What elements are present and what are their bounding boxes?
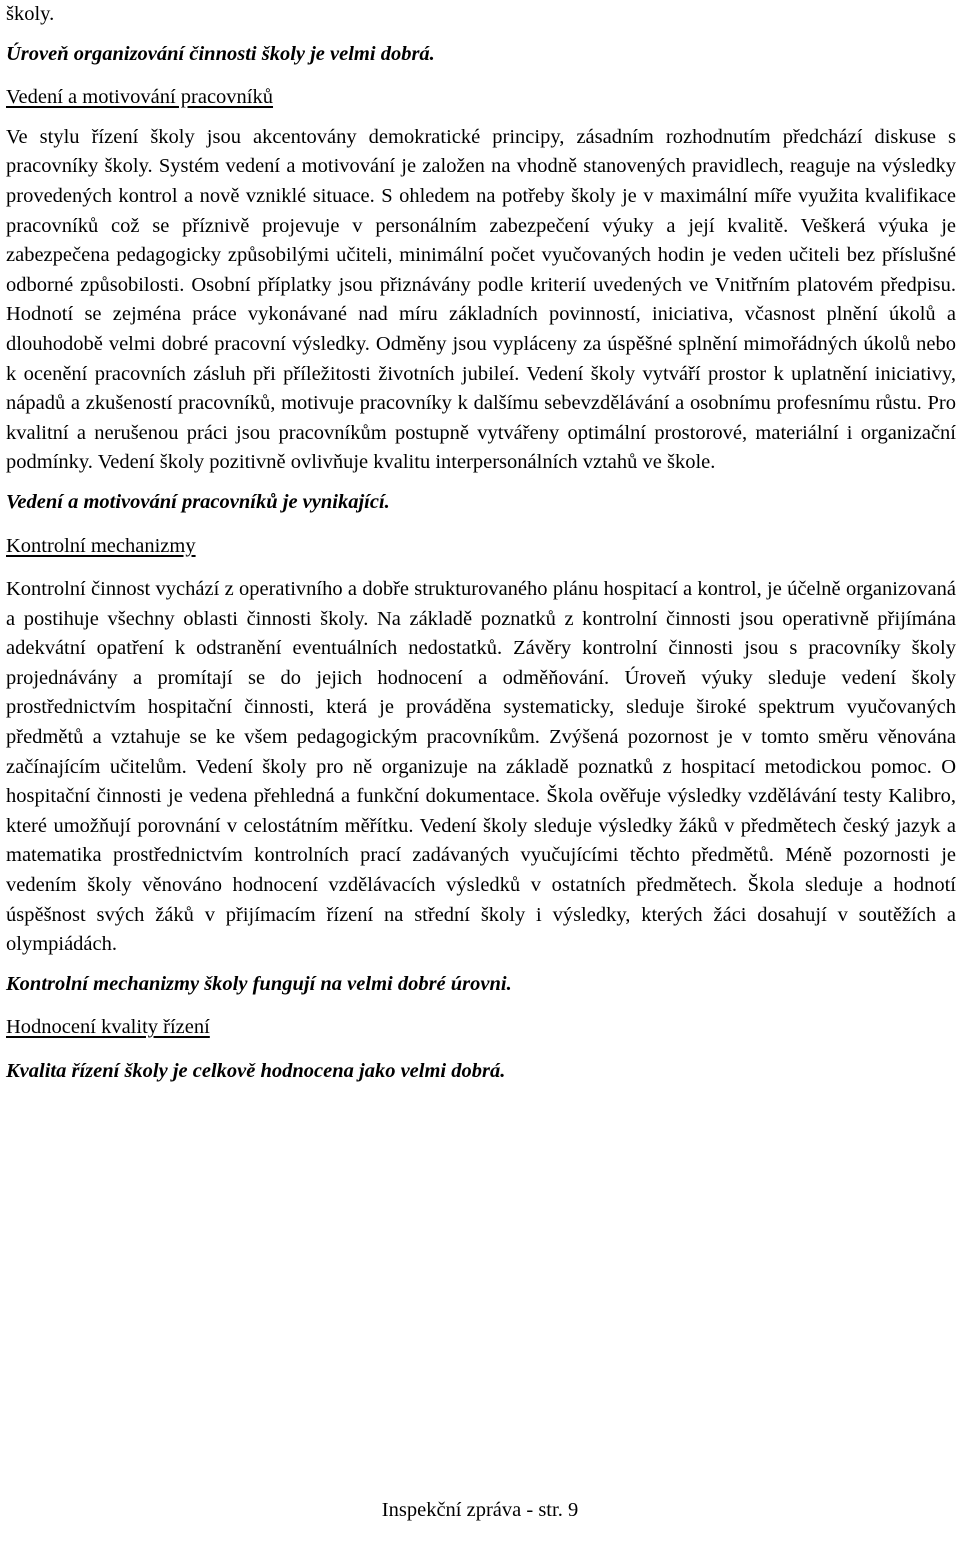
leadership-heading: Vedení a motivování pracovníků [6, 86, 274, 109]
spacer [6, 999, 956, 1013]
leadership-verdict: Vedení a motivování pracovníků je vynikající. [6, 490, 390, 513]
page-footer: Inspekční zpráva - str. 9 [381, 1499, 579, 1521]
leadership-body: Ve stylu řízení školy jsou akcentovány demokratické principy, zásadním rozhodnutím předchází diskuse s pracovníky školy. Systém vedení a motivování je založen na vhodně stanovených pravidlech, reaguje na výsledky provedených kontrol a nově vzniklé situace. S ohledem na potřeby školy je v maximální míře využita kvalifikace pracovníků což se příznivě projevuje v personálním zabezpečení výuky a její kvalitě. Veškerá výuka je zabezpečena pedagogicky způsobilými učiteli, minimální počet vyučovaných hodin je veden učiteli bez příslušné odborné způsobilosti. Osobní příplatky jsou přiznávány podle kriterií uvedených ve Vnitřním platovém předpisu. Hodnotí se zejména práce vykonávané nad míru základních povinností, iniciativa, včasnost plnění úkolů a dlouhodobě velmi dobré pracovní výsledky. Odměny jsou vypláceny za úspěšné splnění mimořádných úkolů nebo k ocenění pracovních zásluh při příležitosti životních jubileí. Vedení školy vytváří prostor k uplatnění iniciativy, nápadů a zkušeností pracovníků, motivuje pracovníky k dalšímu sebevzdělávání a osobnímu profesnímu růstu. Pro kvalitní a nerušenou práci jsou pracovníkům postupně vytvářeny optimální prostorové, materiální i organizační podmínky. Vedení školy pozitivně ovlivňuje kvalitu interpersonálních vztahů ve škole. [6, 125, 956, 474]
spacer [6, 30, 956, 40]
organization-verdict: Úroveň organizování činnosti školy je velmi dobrá. [6, 42, 435, 65]
spacer [6, 69, 956, 83]
spacer [6, 113, 956, 123]
spacer [6, 561, 956, 575]
spacer [6, 518, 956, 532]
quality-verdict: Kvalita řízení školy je celkově hodnocena jako velmi dobrá. [6, 1060, 506, 1082]
document-page [6, 0, 956, 1087]
control-verdict: Kontrolní mechanizmy školy fungují na velmi dobré úrovni. [6, 972, 512, 995]
spacer [6, 478, 956, 488]
spacer [6, 1043, 956, 1057]
page-top-fragment: školy. [6, 3, 55, 25]
control-heading: Kontrolní mechanizmy [6, 534, 196, 557]
control-body: Kontrolní činnost vychází z operativního a dobře strukturovaného plánu hospitací a kontrol, je účelně organizovaná a postihuje všechny oblasti činnosti školy. Na základě poznatků z kontrolní činnosti jsou operativně přijímána adekvátní opatření k odstranění eventuálních nedostatků. Závěry kontrolní činnosti jsou s pracovníky školy projednávány a promítají se do jejich hodnocení a odměňování. Úroveň výuky sleduje vedení školy prostřednictvím hospitační činnosti, která je prováděna systematicky, sleduje široké spektrum vyučovaných předmětů a vztahuje se ke všem pedagogickým pracovníkům. Zvýšená pozornost je v tomto směru věnována začínajícím učitelům. Vedení školy pro ně organizuje na základě poznatků z hospitací metodickou pomoc. O hospitační činnosti je vedena přehledná a funkční dokumentace. Škola ověřuje výsledky vzdělávání testy Kalibro, které umožňují porovnání v celostátním měřítku. Vedení školy sleduje výsledky žáků v předmětech český jazyk a matematika prostřednictvím kontrolních prací zadávaných vyučujícími těchto předmětů. Méně pozornosti je vedením školy věnováno hodnocení vzdělávacích výsledků v ostatních předmětech. Škola sleduje a hodnotí úspěšnost svých žáků v přijímacím řízení na střední školy i výsledky, kterých žáci dosahují v soutěžích a olympiádách. [6, 578, 956, 956]
spacer [6, 960, 956, 970]
quality-heading: Hodnocení kvality řízení [6, 1016, 210, 1039]
